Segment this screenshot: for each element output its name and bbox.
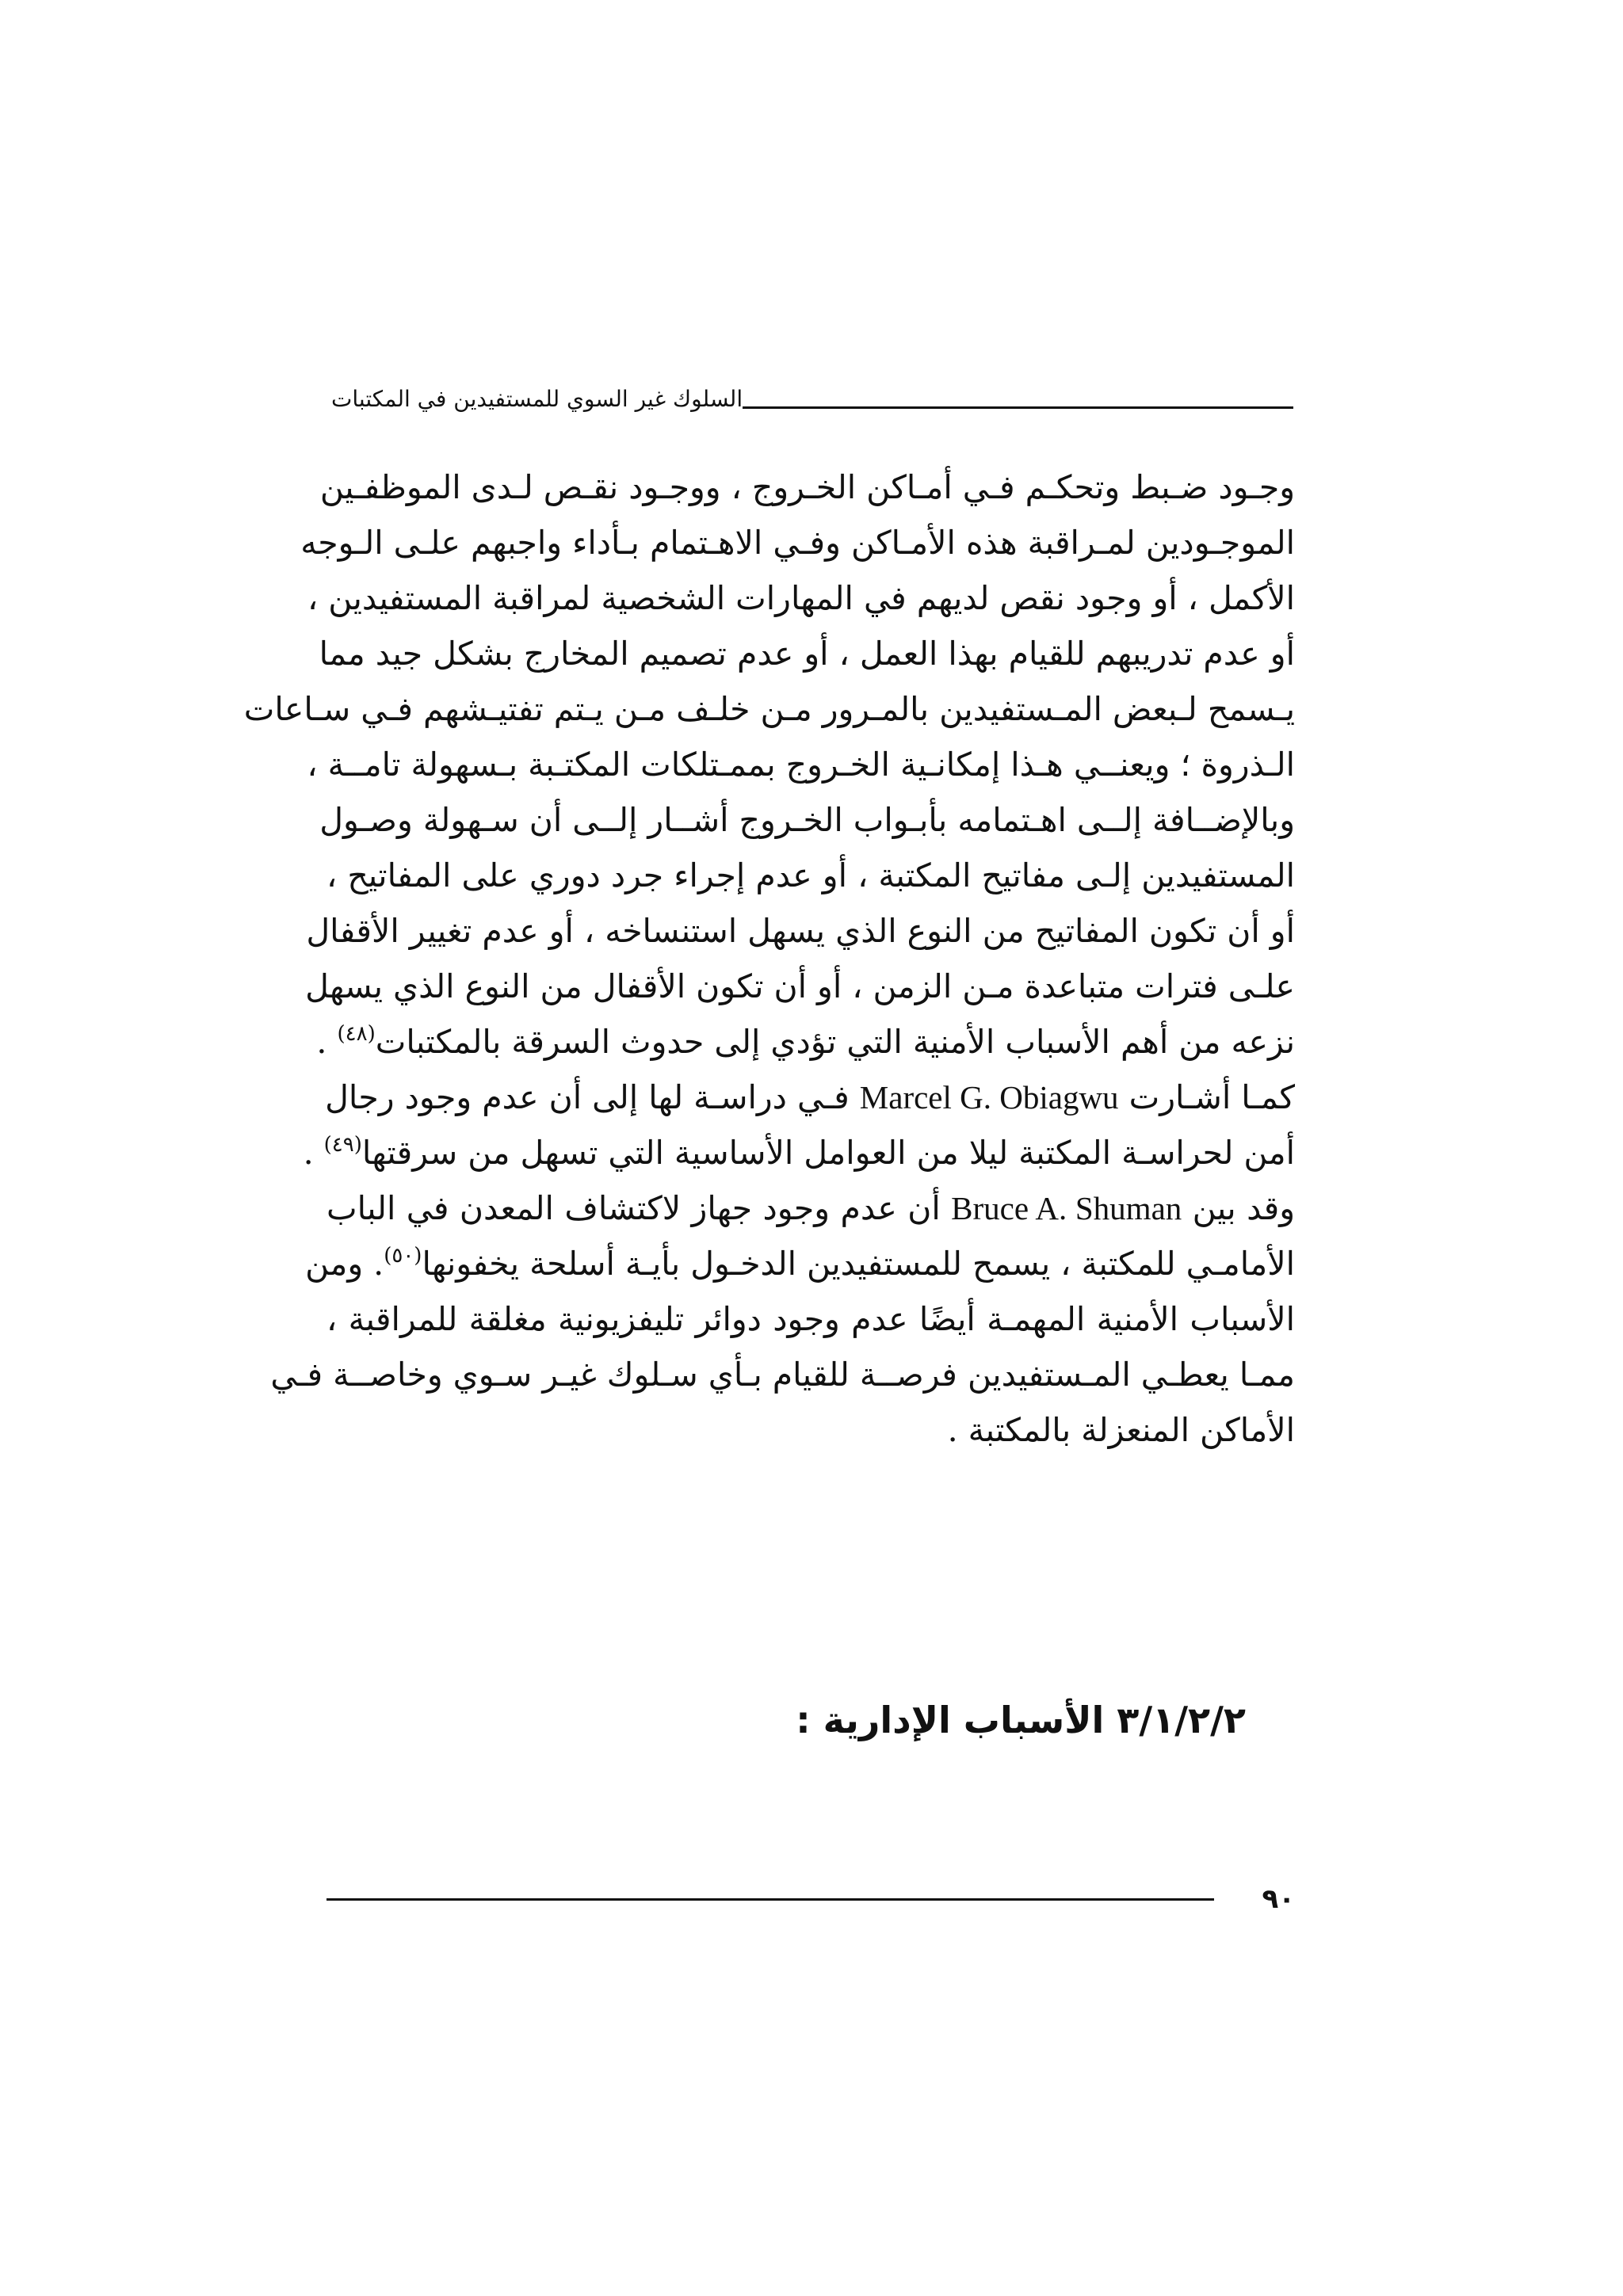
footnote-ref: (٥٠) — [384, 1244, 422, 1268]
text-line — [305, 1236, 1295, 1291]
text-segment: وقد بين — [1182, 1189, 1295, 1227]
text-segment: فـي دراسـة لها إلى أن عدم وجود رجال — [325, 1078, 860, 1116]
text-segment: أمن لحراسـة المكتبة ليلا من العوامل الأساسية التي تسهل من سرقتها — [361, 1134, 1295, 1172]
footnote-ref: (٤٩) — [323, 1133, 362, 1157]
text-segment: نزعه من أهم الأسباب الأمنية التي تؤدي إلى حدوث السرقة بالمكتبات — [375, 1023, 1295, 1061]
header-rule — [743, 406, 1293, 409]
text-line: وبالإضــافة إلــى اهـتمامه بأبـواب الخـروج أشــار إلــى أن سـهولة وصـول — [319, 801, 1295, 839]
text-segment: . — [316, 1023, 338, 1061]
footnote-ref: (٤٨) — [337, 1022, 376, 1046]
text-line: الأماكن المنعزلة بالمكتبة . — [947, 1411, 1295, 1449]
text-line: الأسباب الأمنية المهمـة أيضًا عدم وجود دوائر تليفزيونية مغلقة للمراقبة ، — [327, 1300, 1295, 1338]
text-line: يـسمح لـبعض المـستفيدين بالمـرور مـن خلـف مـن يـتم تفتيـشهم فـي سـاعات — [243, 690, 1295, 728]
text-line — [316, 1014, 1295, 1070]
text-line: الأكمل ، أو وجود نقص لديهم في المهارات الشخصية لمراقبة المستفيدين ، — [307, 579, 1295, 617]
page-footer — [327, 1879, 1295, 1919]
text-line: وجـود ضـبط وتحكـم فـي أمـاكن الخـروج ، ووجـود نقـص لـدى الموظفـين — [319, 468, 1295, 506]
page-number: ٩٠ — [1262, 1883, 1295, 1915]
text-line: علـى فترات متباعدة مـن الزمن ، أو أن تكون الأقفال من النوع الذي يسهل — [305, 967, 1295, 1005]
text-segment: كمـا أشـارت — [1118, 1078, 1295, 1116]
text-line — [327, 1070, 1295, 1125]
section-heading: ٣/١/٢/٢ الأسباب الإدارية : — [796, 1699, 1246, 1741]
text-segment: . ومن — [305, 1245, 384, 1283]
text-line: المستفيدين إلـى مفاتيح المكتبة ، أو عدم إجراء جرد دوري على المفاتيح ، — [327, 856, 1295, 894]
body-paragraph — [243, 460, 1295, 1458]
text-line — [327, 1180, 1295, 1236]
running-header — [327, 371, 1293, 415]
author-name: Marcel G. Obiagwu — [859, 1079, 1119, 1116]
text-line: أو أن تكون المفاتيح من النوع الذي يسهل استنساخه ، أو عدم تغيير الأقفال — [306, 912, 1295, 950]
text-segment: أن عدم وجود جهاز لاكتشاف المعدن في الباب — [327, 1189, 952, 1227]
text-line — [303, 1125, 1295, 1180]
text-segment: الأمامـي للمكتبة ، يسمح للمستفيدين الدخـول بأيـة أسلحة يخفونها — [422, 1245, 1295, 1283]
text-segment: . — [303, 1134, 324, 1172]
author-name: Bruce A. Shuman — [951, 1190, 1182, 1226]
text-line: الـذروة ؛ ويعنــي هـذا إمكانـية الخـروج بممـتلكات المكتـبة بـسهولة تامــة ، — [307, 746, 1295, 784]
text-line: الموجـودين لمـراقبة هذه الأمـاكن وفـي الاهـتمام بـأداء واجبهم علـى الـوجه — [300, 524, 1295, 562]
running-header-title: السلوك غير السوي للمستفيدين في المكتبات — [331, 386, 743, 412]
footer-rule — [327, 1898, 1214, 1901]
text-line: أو عدم تدريبهم للقيام بهذا العمل ، أو عدم تصميم المخارج بشكل جيد مما — [319, 635, 1295, 673]
text-line: ممـا يعطـي المـستفيدين فرصــة للقيام بـأي سـلوك غيـر سـوي وخاصــة فـي — [270, 1356, 1295, 1394]
